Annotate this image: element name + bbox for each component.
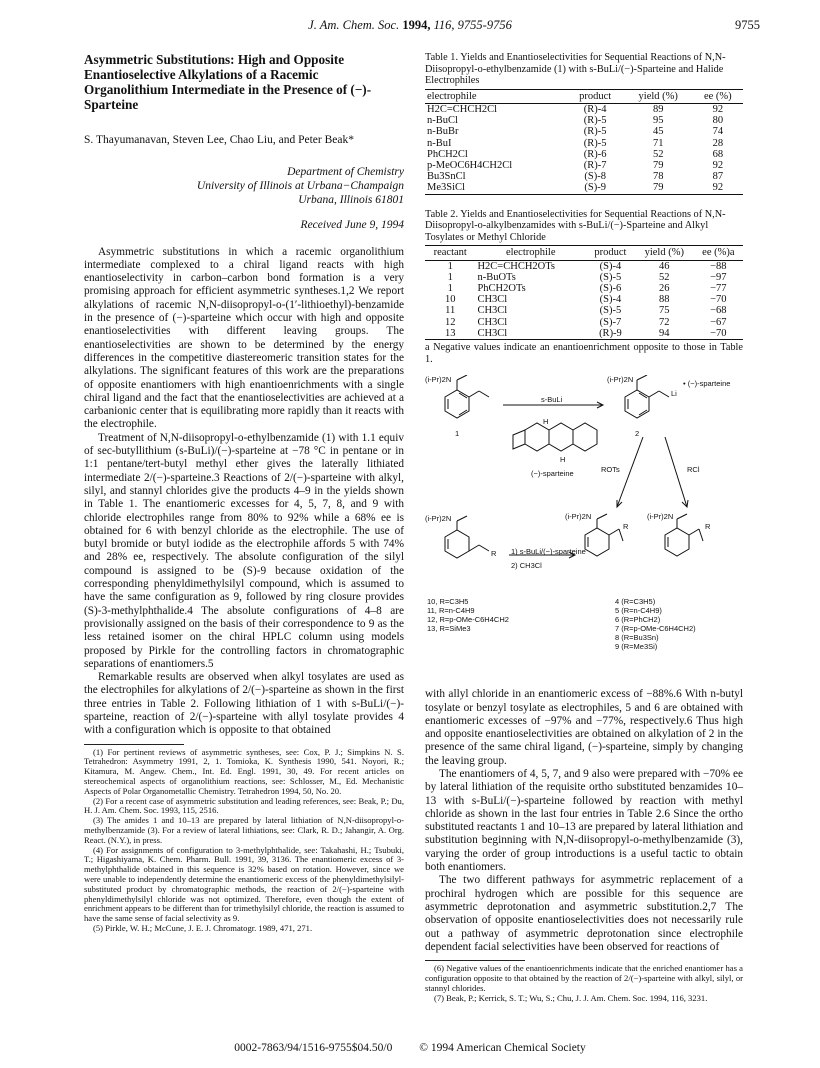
table1-col-yield: yield (%): [624, 89, 693, 103]
table1-cell: 74: [712, 126, 724, 138]
footnote: (3) The amides 1 and 10–13 are prepared by lateral lithiation of N,N-diisopropyl-o-methylbenzamide (3). For a review of lateral lithiations, see: Clark, R. D.; Jahangir, A. Org. React. (N.Y.), in press.: [84, 815, 404, 845]
amide-label-1: (i-Pr)2N: [425, 375, 452, 385]
amide-label-4: (i-Pr)2N: [565, 512, 592, 522]
reaction-scheme: [425, 375, 743, 680]
affiliation-city: Urbana, Illinois 61801: [298, 194, 404, 207]
arrow-rcl: [665, 437, 687, 507]
table1-row: [425, 160, 743, 171]
footnote: (1) For pertinent reviews of asymmetric syntheses, see: Cox, P. J.; Simpkins N. S. Tetrahedron: Asymmetry 1991, 2, 1. Tomioka, K. Synthesis 1990, 541. Noyori, R.; Kitamura, M. Angew. Chem., Int. Ed. Engl. 1991, 30, 49. For recent articles on stereochemical aspects of organolithium reactions, see: Schlosser, M., Ed. Mechanistic Aspects of Polar Organometallic Chemistry. Tetrahedron 1994, 50, No. 20.: [84, 746, 404, 796]
journal-volume-pages: 116, 9755-9756: [433, 18, 512, 32]
table2-cell: CH3Cl: [477, 294, 508, 306]
table1-row: [425, 171, 743, 182]
body-paragraph: The two different pathways for asymmetric replacement of a prochiral hydrogen which are possible for this sequence are asymmetric deprotonation and asymmetric substitution.2,7 The observation of opposite enantioselectivities does not necessarily rule out a pathway of asymmetric deprotonation since electrophile dependent facial selectivities have been observed for reactions of: [425, 874, 743, 953]
table2-col-product: product: [586, 246, 635, 260]
table2-cell: 11: [445, 305, 456, 317]
product-list-item: 5 (R=n-C4H9): [615, 606, 662, 616]
table1-cell: 87: [712, 171, 724, 183]
reactant-list-item: 10, R=C3H5: [427, 597, 469, 607]
table1-cell: 92: [712, 160, 724, 171]
table2-cell: (R)-9: [586, 328, 635, 340]
table2-cell: −67: [710, 316, 727, 328]
product-list-item: 8 (R=Bu3Sn): [615, 633, 659, 643]
footnote: (4) For assignments of configuration to 3-methylphthalide, see: Takahashi, H.; Tsubuki, T.; Higashiyama, K. Chem. Pharm. Bull. 1991, 39, 3136. The enantiomeric excess of 3-methylphthalide obtained in this sequence is 32% based on rotation. However, since we were unable to independently determine the enantiomeric excess of the phenyldimethylsilyl-substituted product by chromatographic methods, the reaction of 2/(−)-sparteine with phenyldimethylsilyl chloride was not optimized. Therefore, even though the extent of enrichment appears to be different than for trimethylsilyl chloride, the reaction is assumed to have the same sense of facial selectivity as 9.: [84, 844, 404, 924]
sparteine-h-bottom: H: [560, 455, 566, 465]
compound-10-13-structure: [445, 516, 489, 558]
table2-cell: −68: [710, 305, 727, 317]
table2-cell: −70: [710, 294, 727, 306]
table2-cell: −97: [710, 271, 727, 283]
table1-cell: 78: [652, 171, 664, 183]
table1-cell: 95: [652, 115, 664, 127]
reactant-list-item: 11, R=n-C4H9: [427, 606, 475, 616]
product-list: [615, 597, 696, 651]
table2-cell: (S)-6: [599, 283, 622, 294]
step-2-label: 2) CH3Cl: [511, 561, 542, 571]
table1-cell: Me3SiCl: [425, 182, 567, 194]
table1-cell: (S)-8: [584, 171, 606, 183]
table1-row: [425, 126, 743, 137]
table2-cell: 88: [659, 294, 670, 306]
product-list-item: 4 (R=C3H5): [615, 597, 656, 607]
table2-cell: 72: [659, 316, 670, 328]
table2-col-electrophile: electrophile: [475, 246, 586, 260]
table2-cell: (S)-7: [599, 316, 622, 328]
table1-cell: 71: [652, 137, 664, 149]
table2-cell: CH3Cl: [477, 316, 508, 328]
journal-citation: [0, 18, 820, 33]
table2-col-reactant: reactant: [425, 246, 475, 260]
table1-header-row: [425, 89, 743, 103]
table2-cell: CH3Cl: [475, 328, 586, 340]
reactant-list-item: 13, R=SiMe3: [427, 624, 471, 634]
table2-row: [425, 305, 743, 316]
table2-caption: Table 2. Yields and Enantioselectivities for Sequential Reactions of N,N-Diisopropyl-o-alkylbenzamides with s-BuLi/(−)-Sparteine and Alkyl Tosylates or Methyl Chloride: [425, 208, 726, 243]
table2-row: [425, 317, 743, 328]
table2: [425, 245, 743, 340]
table2-cell: CH3Cl: [477, 305, 508, 317]
table1-cell: n-BuI: [427, 137, 452, 149]
received-date: Received June 9, 1994: [300, 219, 404, 232]
table1-cell: 28: [712, 137, 724, 149]
table1-cell: 89: [652, 103, 664, 115]
journal-year: 1994,: [402, 18, 431, 32]
table1-row: [425, 138, 743, 149]
table2-cell: n-BuOTs: [477, 271, 516, 283]
table2-cell: −70: [694, 328, 743, 340]
affiliation: [84, 165, 404, 207]
r-group-right: R: [705, 522, 711, 532]
table2-col-yield: yield (%): [635, 246, 694, 260]
table1-cell: H2C=CHCH2Cl: [427, 103, 498, 115]
table2-footnote: a Negative values indicate an enantioenrichment opposite to those in Table 1.: [425, 342, 743, 365]
r-group-left: R: [491, 549, 497, 559]
author-list: S. Thayumanavan, Steven Lee, Chao Liu, and Peter Beak*: [84, 134, 354, 146]
table1-cell: 92: [712, 103, 724, 115]
body-paragraph: Remarkable results are observed when alkyl tosylates are used as the electrophiles for alkylations of 2/(−)-sparteine as shown in the first three entries in Table 2. Following lithiation of 1 with s-BuLi/(−)-sparteine, reaction of 2/(−)-sparteine with allyl tosylate provides 4 with a configuration which is opposite to that obtained: [84, 671, 404, 737]
table1-cell: PhCH2Cl: [427, 148, 468, 160]
table1-cell: (R)-5: [583, 115, 607, 127]
table2-cell: 1: [447, 271, 453, 283]
table1-cell: (R)-5: [583, 126, 607, 138]
page-number: 9755: [735, 18, 760, 32]
reactant-list-item: 12, R=p-OMe-C6H4CH2: [427, 615, 509, 625]
body-paragraph: The enantiomers of 4, 5, 7, and 9 also were prepared with −70% ee by lateral lithiation of the requisite ortho substituted benzamides 10–13 with s-BuLi/(−)-sparteine followed by reaction with methyl chloride as shown in the last four entries in Table 2.6 Since the ortho substituted reactants 1 and 10–13 are prepared by lateral lithiation and substitution beginning with N,N-diisopropyl-o-methylbenzamide (3), varying the order of group introductions is a useful tactic to obtain both enantiomers.: [425, 767, 743, 874]
footnote: (5) Pirkle, W. H.; McCune, J. E. J. Chromatogr. 1989, 471, 271.: [93, 922, 313, 933]
table2-cell: 12: [444, 316, 456, 328]
table1-cell: (R)-7: [583, 160, 607, 171]
table1-cell: p-MeOC6H4CH2Cl: [427, 160, 513, 171]
table2-cell: (S)-5: [599, 271, 622, 283]
page-footer: [0, 1042, 820, 1054]
table1-cell: 68: [712, 148, 724, 160]
affiliation-department: Department of Chemistry: [287, 166, 404, 179]
table1-cell: (S)-9: [567, 182, 624, 194]
product-list-item: 6 (R=PhCH2): [615, 615, 661, 625]
table1-col-product: product: [567, 89, 624, 103]
table1-col-electrophile: electrophile: [425, 89, 567, 103]
lithium-label: Li: [671, 389, 677, 399]
table1-cell: n-BuCl: [427, 115, 458, 127]
amide-label-3: (i-Pr)2N: [425, 514, 452, 524]
table2-row: [425, 283, 743, 294]
left-column: [84, 52, 404, 934]
footnote-divider: [84, 744, 184, 745]
rots-label: ROTs: [601, 465, 620, 475]
table2-cell: 75: [659, 305, 670, 317]
journal-name: J. Am. Chem. Soc.: [308, 18, 400, 32]
table1: [425, 89, 743, 195]
footnote: (7) Beak, P.; Kerrick, S. T.; Wu, S.; Chu, J. J. Am. Chem. Soc. 1994, 116, 3231.: [434, 992, 708, 1003]
table1-cell: 92: [693, 182, 743, 194]
body-paragraph: Asymmetric substitutions in which a racemic organolithium intermediate complexed to a chiral ligand reacts with high enantioselectivity in carbon–carbon bond formation is a very promising approach for efficient asymmetric syntheses.1,2 We report alkylations of racemic N,N-diisopropyl-o-(1′-lithioethyl)-benzamide in the presence of (−)-sparteine which occur with high and opposite enantioselectivities with different leaving groups. The enantioselectivities are shown to be determined by the energy differences in the competitive diastereomeric transition states for the alkylations. The significant features of this work are the preparations of opposite enantiomers with high enantioenrichments with a single chiral ligand and the fact that the enantioselectivities are achieved at a carbanionic center that is equilibrating more rapidly than it reacts with the electrophile.: [84, 245, 404, 431]
table2-header-row: [425, 246, 743, 260]
table2-cell: 1: [447, 283, 453, 294]
r-group-middle: R: [623, 522, 629, 532]
compound-number-1: 1: [455, 429, 460, 439]
table1-cell: (R)-4: [583, 103, 607, 115]
reactant-list: [427, 597, 509, 633]
table2-cell: PhCH2OTs: [477, 283, 526, 294]
table2-cell: (S)-4: [599, 294, 622, 306]
product-list-item: 9 (R=Me3Si): [615, 642, 658, 652]
table2-row: [425, 294, 743, 305]
sparteine-h-top: H: [543, 417, 549, 427]
footnote: (6) Negative values of the enantioenrichments indicate that the enriched enantiomer has a configuration opposite to that obtained by the reaction of 2/(−)-sparteine with alkyl, silyl, or stannyl chlorides.: [425, 963, 743, 993]
rcl-label: RCl: [687, 465, 700, 475]
table1-cell: 79: [624, 182, 693, 194]
table2-row: [425, 328, 743, 340]
table1-cell: 80: [712, 115, 724, 127]
footnote-divider: [425, 960, 525, 961]
amide-label-2: (i-Pr)2N: [607, 375, 634, 385]
table2-cell: (S)-5: [599, 305, 622, 317]
table2-cell: H2C=CHCH2OTs: [477, 260, 555, 272]
running-header: [0, 18, 820, 38]
table1-col-ee: ee (%): [693, 89, 743, 103]
table2-cell: (S)-4: [599, 260, 622, 272]
table2-cell: −88: [710, 260, 727, 272]
table2-cell: 52: [659, 271, 670, 283]
reagent-sbuli: s-BuLi: [541, 395, 563, 405]
compound-1-structure: [445, 375, 489, 418]
table2-cell: 94: [635, 328, 694, 340]
amide-label-5: (i-Pr)2N: [647, 512, 674, 522]
arrow-rots: [617, 437, 643, 507]
table2-row: [425, 260, 743, 272]
table2-cell: 10: [444, 294, 456, 306]
table2-cell: 13: [425, 328, 475, 340]
table2-cell: 46: [659, 260, 670, 272]
sparteine-complex-label: • (−)-sparteine: [683, 379, 731, 389]
table2-col-ee: ee (%)a: [694, 246, 743, 260]
affiliation-university: University of Illinois at Urbana−Champaign: [196, 180, 404, 193]
table1-row: [425, 149, 743, 160]
table1-cell: Bu3SnCl: [427, 171, 466, 183]
table1-cell: 79: [652, 160, 664, 171]
table1-cell: (R)-6: [583, 148, 607, 160]
right-column: [425, 52, 743, 1003]
step-1-label: 1) s-BuLi/(−)-sparteine: [511, 547, 586, 557]
table1-row: [425, 103, 743, 115]
footnote: (2) For a recent case of asymmetric substitution and leading references, see: Beak, P.; Du, H. J. Am. Chem. Soc. 1993, 115, 2516.: [84, 795, 404, 816]
table1-cell: 52: [652, 148, 664, 160]
table1-cell: 45: [652, 126, 664, 138]
copyright-notice: © 1994 American Chemical Society: [419, 1042, 586, 1054]
compound-number-2: 2: [635, 429, 640, 439]
product-list-item: 7 (R=p-OMe-C6H4CH2): [615, 624, 696, 634]
table1-row: [425, 182, 743, 194]
table2-cell: 26: [659, 283, 670, 294]
article-title: Asymmetric Substitutions: High and Opposite Enantioselective Alkylations of a Racemic Organolithium Intermediate in the Presence of (−)-Sparteine: [84, 52, 372, 112]
table2-row: [425, 272, 743, 283]
footnotes-left: [84, 748, 404, 934]
footnotes-right: [425, 964, 743, 1003]
table2-cell: −77: [710, 283, 727, 294]
table1-cell: (R)-5: [583, 137, 607, 149]
table1-cell: n-BuBr: [427, 126, 459, 138]
table2-cell: 1: [447, 260, 453, 272]
body-paragraph: Treatment of N,N-diisopropyl-o-ethylbenzamide (1) with 1.1 equiv of sec-butyllithium (s-BuLi)/(−)-sparteine at −78 °C in pentane or in 1:1 pentane/tert-butyl methyl ether gives the laterally lithiated intermediate 2/(−)-sparteine.3 Reactions of 2/(−)-sparteine with alkyl, silyl, and stannyl chlorides give the products 4–9 in the yields shown in Table 1. The enantiomeric excesses for 4, 5, 7, 8, and 9 with chloride electrophiles range from 80% to 92% while a 68% ee is obtained for 6 with benzyl chloride as the electrophile. The use of butyl bromide or butyl iodide as the electrophile affords 5 with 74% and 28% ee, respectively. The absolute configuration of the silyl compound is assigned to be (S)-9 because oxidation of the corresponding phenyldimethylsilyl compound, which is assumed to have the same configuration as 9, followed by ring closure provides (S)-3-methylphthalide.4 The absolute configurations of 4–8 are provisionally assigned on the basis of their correspondence to 9 as the less retained isomer on the chiral HPLC column using models proposed by Pirkle for the controlling factors in chromatographic separations of enantiomers.5: [84, 431, 404, 670]
sparteine-label: (−)-sparteine: [531, 469, 574, 479]
table1-row: [425, 115, 743, 126]
body-paragraph: with allyl chloride in an enantiomeric excess of −88%.6 With n-butyl tosylate or benzyl tosylate as electrophiles, 5 and 6 are obtained with enantiomeric excesses of −97% and −77%, respectively.6 Thus high and opposite enantioselectivities are obtained on alkylation of 2 in the presence of the same chiral ligand, (−)-sparteine, simply by changing the leaving group.: [425, 688, 743, 767]
sparteine-structure: [513, 423, 597, 451]
table1-caption: Table 1. Yields and Enantioselectivities for Sequential Reactions of N,N-Diisopropyl-o-ethylbenzamide (1) with s-BuLi/(−)-Sparteine and Halide Electrophiles: [425, 52, 726, 87]
article-code: 0002-7863/94/1516-9755$04.50/0: [234, 1042, 393, 1054]
